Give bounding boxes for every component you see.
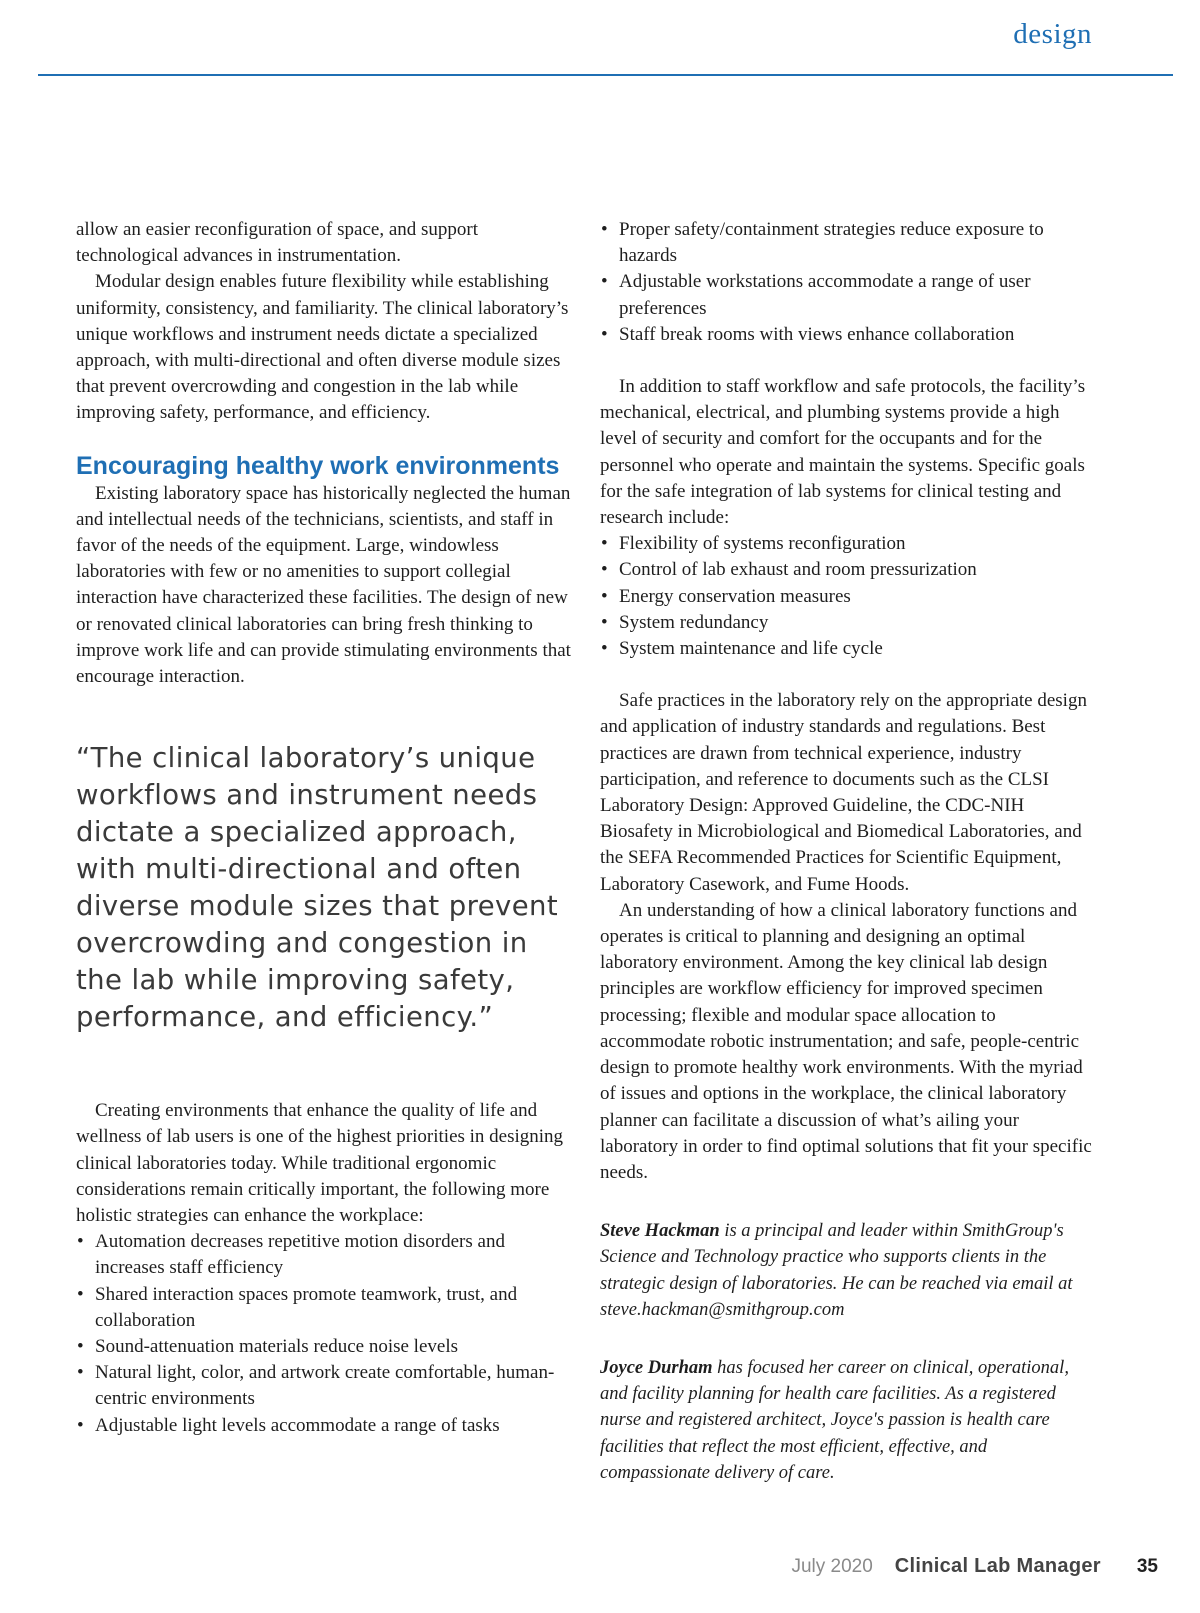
- body-paragraph: In addition to staff workflow and safe protocols, the facility’s mechanical, electrical, and plumbing systems provide a high level of security and comfort for the occupants and for the personnel who operate and maintain the systems. Specific goals for the safe integration of lab systems for clinical testing and research include:: [600, 376, 1086, 529]
- body-paragraph: Creating environments that enhance the quality of life and wellness of lab users is one of the highest priorities in designing clinical laboratories today. While traditional ergonomic considerations remain critically important, the following more holistic strategies can enhance the workplace:: [76, 1100, 564, 1227]
- author-bio: [600, 1355, 1100, 1486]
- bullet-list: [600, 531, 1100, 662]
- spacer: [600, 1323, 1100, 1349]
- section-heading: Encouraging healthy work environments: [76, 451, 560, 480]
- spacer: [600, 348, 1100, 374]
- list-item: • Natural light, color, and artwork create comfortable, human-centric environments: [76, 1360, 578, 1412]
- list-item: • Automation decreases repetitive motion disorders and increases staff efficiency: [76, 1229, 578, 1281]
- author-name: Joyce Durham: [600, 1357, 713, 1378]
- list-item: • Sound-attenuation materials reduce noise levels: [76, 1334, 578, 1360]
- right-column: [600, 217, 1100, 1486]
- body-paragraph: Modular design enables future flexibility while establishing uniformity, consistency, and familiarity. The clinical laboratory’s unique workflows and instrument needs dictate a specialized approach, with multi-directional and often diverse module sizes that prevent overcrowding and congestion in the lab while improving safety, performance, and efficiency.: [76, 271, 569, 424]
- pull-quote: “The clinical laboratory’s unique workflows and instrument needs dictate a specialized approach, with multi-directional and often diverse module sizes that prevent overcrowding and congestion in the lab while improving safety, performance, and efficiency.”: [76, 742, 559, 1034]
- list-item: • Shared interaction spaces promote teamwork, trust, and collaboration: [76, 1282, 578, 1334]
- bullet-list: [76, 1229, 578, 1439]
- spacer: [600, 662, 1100, 688]
- author-bio: [600, 1218, 1100, 1323]
- bullet-list: [600, 217, 1100, 348]
- list-item: • Energy conservation measures: [600, 584, 1100, 610]
- magazine-title: Clinical Lab Manager: [894, 1555, 1101, 1577]
- list-item: • Control of lab exhaust and room pressurization: [600, 557, 1100, 583]
- author-bio-text: has focused her career on clinical, operational, and facility planning for health care facilities. As a registered nurse and registered architect, Joyce's passion is health care facilities that reflect the most efficient, effective, and compassionate delivery of care.: [600, 1357, 1069, 1483]
- header-rule: [38, 74, 1173, 76]
- body-paragraph: allow an easier reconfiguration of space, and support technological advances in instrumentation.: [76, 219, 479, 267]
- author-name: Steve Hackman: [600, 1221, 720, 1242]
- section-tag: design: [1013, 18, 1092, 50]
- issue-date: July 2020: [791, 1556, 873, 1577]
- body-paragraph: Existing laboratory space has historically neglected the human and intellectual needs of the technicians, scientists, and staff in favor of the needs of the equipment. Large, windowless laboratories with few or no amenities to support collegial interaction have characterized these facilities. The design of new or renovated clinical laboratories can bring fresh thinking to improve work life and can provide stimulating environments that encourage interaction.: [76, 482, 571, 688]
- author-bio-text: is a principal and leader within SmithGroup's Science and Technology practice who supports clients in the strategic design of laboratories. He can be reached via email at steve.hackman@smithgroup.com: [600, 1221, 1073, 1320]
- list-item: • System maintenance and life cycle: [600, 636, 1100, 662]
- list-item: • Flexibility of systems reconfiguration: [600, 531, 1100, 557]
- page-footer: [791, 1555, 1158, 1578]
- list-item: • System redundancy: [600, 610, 1100, 636]
- list-item: • Adjustable workstations accommodate a range of user preferences: [600, 269, 1100, 321]
- left-column: [76, 217, 578, 1439]
- list-item: • Staff break rooms with views enhance collaboration: [600, 322, 1100, 348]
- body-paragraph: Safe practices in the laboratory rely on the appropriate design and application of industry standards and regulations. Best practices are drawn from technical experience, industry participation, and reference to documents such as the CLSI Laboratory Design: Approved Guideline, the CDC-NIH Biosafety in Microbiological and Biomedical Laboratories, and the SEFA Recommended Practices for Scientific Equipment, Laboratory Casework, and Fume Hoods.: [600, 690, 1087, 895]
- spacer: [600, 1186, 1100, 1212]
- list-item: • Proper safety/containment strategies reduce exposure to hazards: [600, 217, 1100, 269]
- page-number: 35: [1136, 1556, 1158, 1577]
- list-item: • Adjustable light levels accommodate a range of tasks: [76, 1413, 578, 1439]
- body-paragraph: An understanding of how a clinical laboratory functions and operates is critical to planning and designing an optimal laboratory environment. Among the key clinical lab design principles are workflow efficiency for improved specimen processing; flexible and modular space allocation to accommodate robotic instrumentation; and safe, people-centric design to promote healthy work environments. With the myriad of issues and options in the workplace, the clinical laboratory planner can facilitate a discussion of what’s ailing your laboratory in order to find optimal solutions that fit your specific needs.: [600, 899, 1092, 1183]
